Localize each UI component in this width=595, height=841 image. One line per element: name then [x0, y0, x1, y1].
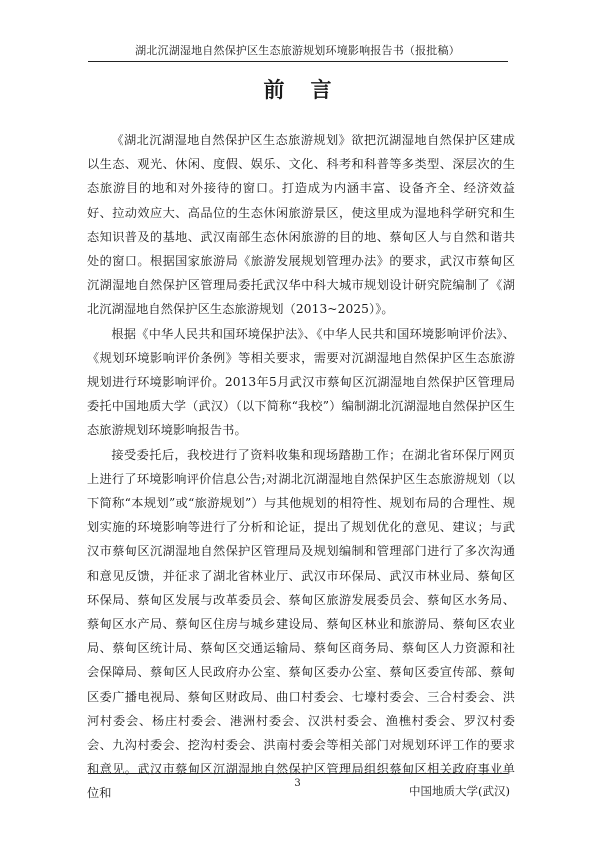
body-text: [87, 128, 515, 806]
running-header: 湖北沉湖湿地自然保护区生态旅游规划环境影响报告书（报批稿）: [135, 44, 460, 57]
page-title: 前言: [263, 77, 358, 102]
page-number: 3: [294, 778, 301, 789]
paragraph: 根据《中华人民共和国环境保护法》、《中华人民共和国环境影响评价法》、《规划环境影响评价条例》等相关要求，需要对沉湖湿地自然保护区生态旅游规划进行环境影响评价。2013年5月武汉市蔡甸区沉湖湿地自然保护区管理局委托中国地质大学（武汉）（以下简称“我校”）编制湖北沉湖湿地自然保护区生态旅游规划环境影响报告书。: [87, 326, 515, 438]
footer-divider: [88, 773, 508, 774]
footer-organization: 中国地质大学(武汉): [409, 784, 510, 798]
header-divider: [88, 61, 508, 62]
paragraph: 接受委托后，我校进行了资料收集和现场踏勘工作；在湖北省环保厅网页上进行了环境影响评价信息公告;对湖北沉湖湿地自然保护区生态旅游规划（以下简称“本规划”或“旅游规划”）与其他规划的相符性、规划布局的合理性、规划实施的环境影响等进行了分析和论证，提出了规划优化的意见、建议；与武汉市蔡甸区沉湖湿地自然保护区管理局及规划编制和管理部门进行了多次沟通和意见反馈，并征求了湖北省林业厅、武汉市环保局、武汉市林业局、蔡甸区环保局、蔡甸区发展与改革委员会、蔡甸区旅游发展委员会、蔡甸区水务局、蔡甸区水产局、蔡甸区住房与城乡建设局、蔡甸区林业和旅游局、蔡甸区农业局、蔡甸区统计局、蔡甸区交通运输局、蔡甸区商务局、蔡甸区人力资源和社会保障局、蔡甸区人民政府办公室、蔡甸区委办公室、蔡甸区委宣传部、蔡甸区委广播电视局、蔡甸区财政局、曲口村委会、七壕村委会、三合村委会、洪河村委会、杨庄村委会、港洲村委会、汉洪村委会、渔樵村委会、罗汉村委会、九沟村委会、挖沟村委会、洪南村委会等相关部门对规划环评工作的要求和意见。武汉市蔡甸区沉湖湿地自然保护区管理局组织蔡甸区相关政府事业单位和: [87, 447, 515, 801]
paragraph: 《湖北沉湖湿地自然保护区生态旅游规划》欲把沉湖湿地自然保护区建成以生态、观光、休闲、度假、娱乐、文化、科考和科普等多类型、深层次的生态旅游目的地和对外接待的窗口。打造成为内涵丰富、设备齐全、经济效益好、拉动效应大、高品位的生态休闲旅游景区，使这里成为湿地科学研究和生态知识普及的基地、武汉南部生态休闲旅游的目的地、蔡甸区人与自然和谐共处的窗口。根据国家旅游局《旅游发展规划管理办法》的要求，武汉市蔡甸区沉湖湿地自然保护区管理局委托武汉华中科大城市规划设计研究院编制了《湖北沉湖湿地自然保护区生态旅游规划（2013~2025）》。: [87, 133, 515, 317]
